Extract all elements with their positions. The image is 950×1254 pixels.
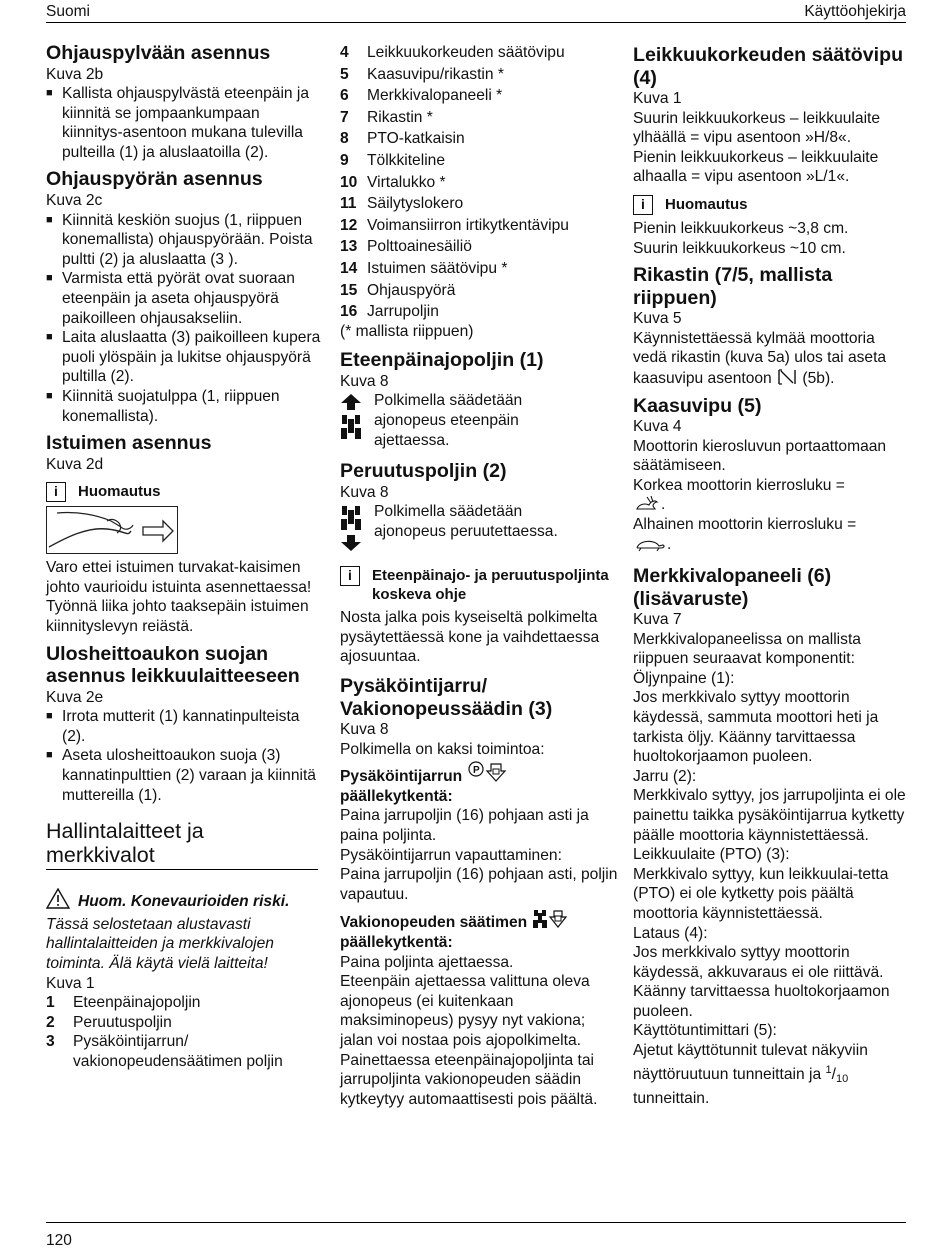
- paragraph: Merkkivalo syttyy, kun leikkuulai-tetta (PTO) ei ole kytketty pois päältä moottoria käynnistettäessä.: [633, 865, 889, 922]
- paragraph: Jos merkkivalo syttyy moottorin käydessä, sammuta moottori heti ja tarkista öljy. Käänny tarvittaessa huoltokorjaamon puoleen.: [633, 689, 879, 766]
- column-1: [46, 42, 324, 1071]
- note-heading: i Eteenpäinajo- ja peruutuspoljinta koskeva ohje: [340, 566, 620, 604]
- paragraph: Leikkuulaite (PTO) (3):: [633, 846, 790, 864]
- paragraph: Korkea moottorin kierrosluku =: [633, 476, 845, 494]
- tortoise-icon: [633, 536, 667, 554]
- paragraph: Ajetut käyttötunnit tulevat näkyviin näyttöruutuun tunneittain ja $^1/_{10}$ tunneittain.: [633, 1042, 868, 1108]
- paragraph: Merkkivalo syttyy, jos jarrupoljinta ei ole painettu taikka pysäköintijarrua kytketty päälle moottoria käynnistettäessä.: [633, 787, 906, 844]
- figure-ref: Kuva 1: [46, 974, 95, 992]
- bullet-icon: ■: [46, 272, 53, 285]
- paragraph: .: [633, 535, 908, 555]
- bullet-item: ■ Aseta ulosheittoaukon suoja (3) kannatinpulttien (2) varaan ja kiinnitä muttereilla (1).: [46, 747, 316, 804]
- bullet-item: ■ Kallista ohjauspylvästä eteenpäin ja kiinnitä se jompaankumpaan kiinnitys-asentoon mukana tulevilla pulteilla (1) ja aluslaatoilla (2).: [46, 85, 310, 161]
- note-heading: i Huomautus: [633, 195, 908, 215]
- bullet-item: ■ Varmista että pyörät ovat suoraan eteenpäin ja aseta ohjauspyörä paikoilleen ohjausakseliin.: [46, 270, 295, 327]
- list-footnote: (* mallista riippuen): [340, 322, 474, 340]
- page-number: 120: [46, 1232, 72, 1249]
- section-title: Leikkuukorkeuden säätövipu (4): [633, 44, 904, 89]
- list-item: 15 Ohjauspyörä: [340, 281, 456, 299]
- bullet-icon: ■: [46, 331, 53, 344]
- list-item: 12 Voimansiirron irtikytkentävipu: [340, 216, 569, 234]
- section-title: Peruutuspoljin (2): [340, 460, 507, 483]
- figure-ref: Kuva 2b: [46, 65, 104, 83]
- paragraph: Öljynpaine (1):: [633, 669, 735, 687]
- chapter-title: Hallintalaitteet ja merkkivalot: [46, 819, 318, 870]
- paragraph: Paina poljinta ajettaessa.: [340, 953, 514, 971]
- svg-text:P: P: [472, 765, 480, 777]
- paragraph: Varo ettei istuimen turvakat-kaisimen johto vaurioidu istuinta asennettaessa! Työnnä liika johto taaksepäin istuimen kiinnityslevyn reiästä.: [46, 559, 312, 635]
- seat-wire-illustration: [46, 506, 178, 554]
- paragraph: Jos merkkivalo syttyy moottorin käydessä, akkuvaraus ei ole riittävä. Käänny tarvittaessa huoltokorjaamon puoleen.: [633, 944, 890, 1020]
- list-item: 16 Jarrupoljin: [340, 303, 439, 321]
- controls-list: [340, 43, 620, 341]
- list-item: 6 Merkkivalopaneeli *: [340, 87, 503, 105]
- reverse-arrow-icon: [340, 534, 362, 552]
- paragraph: Pienin leikkuukorkeus – leikkuulaite alhaalla = vipu asentoon »L/1«.: [633, 148, 879, 186]
- list-item: 7 Rikastin *: [340, 108, 433, 126]
- tractor-icon: [340, 504, 362, 532]
- page-header: [46, 2, 906, 22]
- section-title: Istuimen asennus: [46, 432, 212, 455]
- header-doc-title: Käyttöohjekirja: [804, 3, 906, 20]
- paragraph: Käynnistettäessä kylmää moottoria vedä rikastin (kuva 5a) ulos tai aseta kaasuvipu asentoon (5b).: [633, 329, 887, 387]
- paragraph: Suurin leikkuukorkeus ~10 cm.: [633, 239, 846, 257]
- section-title: Merkkivalopaneeli (6) (lisävaruste): [633, 565, 832, 610]
- bullet-item: ■ Kiinnitä suojatulppa (1, riippuen konemallista).: [46, 387, 280, 425]
- paragraph: Jarru (2):: [633, 767, 697, 785]
- figure-ref: Kuva 1: [633, 90, 682, 107]
- paragraph: .: [633, 495, 908, 515]
- info-icon: i: [340, 566, 360, 586]
- section-title: Ohjauspyörän asennus: [46, 168, 263, 191]
- bullet-icon: ■: [46, 87, 53, 100]
- forward-pedal-row: Polkimella säädetään ajonopeus eteenpäin ajettaessa.: [340, 391, 620, 450]
- bullet-item: ■ Kiinnitä keskiön suojus (1, riippuen konemallista) ohjauspyörään. Poista pultti (2) ja aluslaatta (3 ).: [46, 211, 313, 268]
- warning-text: Tässä selostetaan alustavasti hallintalaitteiden ja merkkivalojen toiminta. Älä käytä vielä laitteita!: [46, 915, 274, 972]
- list-item: 1 Eteenpäinajopoljin: [46, 994, 201, 1012]
- bullet-icon: ■: [46, 213, 53, 226]
- subheading: Pysäköintijarrun P: [340, 761, 620, 787]
- paragraph: Painettaessa eteenpäinajopoljinta tai jarrupoljinta vakionopeuden säädin kytkeytyy automaattisesti pois päältä.: [340, 1051, 598, 1108]
- figure-ref: Kuva 2d: [46, 455, 104, 473]
- info-icon: i: [633, 195, 653, 215]
- note-heading: i Huomautus: [46, 482, 324, 502]
- subheading: päällekytkentä:: [340, 934, 453, 951]
- bullet-icon: ■: [46, 749, 53, 762]
- list-item: 11 Säilytyslokero: [340, 195, 464, 213]
- parking-brake-icon: [467, 761, 509, 783]
- section-title: Eteenpäinajopoljin (1): [340, 349, 544, 372]
- list-item: 9 Tölkkiteline: [340, 151, 445, 169]
- list-item: 5 Kaasuvipu/rikastin *: [340, 65, 504, 83]
- paragraph: Käyttötuntimittari (5):: [633, 1022, 777, 1040]
- hare-icon: [633, 496, 661, 514]
- paragraph: Paina jarrupoljin (16) pohjaan asti ja paina poljinta.: [340, 807, 589, 845]
- list-item: 3 Pysäköintijarrun/ vakionopeudensäätimen poljin: [46, 1033, 283, 1070]
- cruise-control-icon: [532, 908, 568, 930]
- section-title: Rikastin (7/5, mallista riippuen): [633, 264, 833, 309]
- figure-ref: Kuva 2e: [46, 688, 104, 706]
- subheading: Vakionopeuden säätimen: [340, 908, 620, 933]
- figure-ref: Kuva 4: [633, 418, 682, 436]
- paragraph: Merkkivalopaneelissa on mallista riippuen seuraavat komponentit:: [633, 630, 861, 668]
- reverse-pedal-row: Polkimella säädetään ajonopeus peruutettaessa.: [340, 502, 620, 552]
- list-item: 14 Istuimen säätövipu *: [340, 259, 508, 277]
- tractor-icon: [340, 413, 362, 441]
- list-item: 4 Leikkuukorkeuden säätövipu: [340, 44, 565, 61]
- bullet-item: ■ Laita aluslaatta (3) paikoilleen kupera puoli ylöspäin ja lukitse ohjauspyörä pultilla (2).: [46, 329, 321, 386]
- paragraph: Pysäköintijarrun vapauttaminen:: [340, 846, 562, 864]
- subheading: päällekytkentä:: [340, 787, 453, 805]
- section-title: Kaasuvipu (5): [633, 394, 762, 417]
- section-title: Pysäköintijarru/ Vakionopeussäädin (3): [340, 675, 553, 720]
- bullet-icon: ■: [46, 710, 53, 723]
- footer-rule: [46, 1222, 906, 1223]
- paragraph: Paina jarrupoljin (16) pohjaan asti, poljin vapautuu.: [340, 866, 618, 903]
- paragraph: Polkimella on kaksi toimintoa:: [340, 740, 545, 758]
- list-item: 10 Virtalukko *: [340, 173, 446, 191]
- list-item: 2 Peruutuspoljin: [46, 1013, 172, 1031]
- bullet-icon: ■: [46, 389, 53, 402]
- paragraph: Eteenpäin ajettaessa valittuna oleva ajonopeus (ei kuitenkaan maksiminopeus) pysyy nyt vakiona; jalan voi nostaa pois ajopolkimelta.: [340, 973, 590, 1049]
- header-rule: [46, 22, 906, 23]
- column-2: [340, 43, 620, 1109]
- paragraph: Moottorin kierosluvun portaattomaan säätämiseen.: [633, 437, 887, 475]
- figure-ref: Kuva 7: [633, 611, 682, 628]
- paragraph: Suurin leikkuukorkeus – leikkuulaite ylhäällä = vipu asentoon »H/8«.: [633, 109, 881, 147]
- bullet-item: ■ Irrota mutterit (1) kannatinpulteista (2).: [46, 708, 300, 745]
- warning-triangle-icon: [46, 888, 70, 915]
- figure-ref: Kuva 8: [340, 483, 389, 501]
- paragraph: Nosta jalka pois kyseiseltä polkimelta pysäytettäessä kone ja vaihdettaessa ajosuuntaa.: [340, 609, 600, 666]
- column-3: [633, 44, 908, 1109]
- paragraph: Alhainen moottorin kierrosluku =: [633, 516, 857, 534]
- info-icon: i: [46, 482, 66, 502]
- choke-icon: [776, 368, 798, 386]
- list-item: 13 Polttoainesäiliö: [340, 238, 472, 256]
- paragraph: Pienin leikkuukorkeus ~3,8 cm.: [633, 219, 849, 237]
- list-item: 8 PTO-katkaisin: [340, 130, 465, 148]
- paragraph: Lataus (4):: [633, 924, 708, 942]
- figure-ref: Kuva 8: [340, 721, 389, 739]
- figure-ref: Kuva 5: [633, 310, 682, 328]
- forward-arrow-icon: [340, 393, 362, 411]
- section-title: Ohjauspylvään asennus: [46, 42, 271, 64]
- figure-ref: Kuva 2c: [46, 191, 103, 209]
- section-title: Ulosheittoaukon suojan asennus leikkuulaitteeseen: [46, 642, 300, 688]
- figure-ref: Kuva 8: [340, 372, 389, 390]
- warning-heading: Huom. Konevaurioiden riski.: [46, 888, 324, 915]
- header-language: Suomi: [46, 3, 90, 20]
